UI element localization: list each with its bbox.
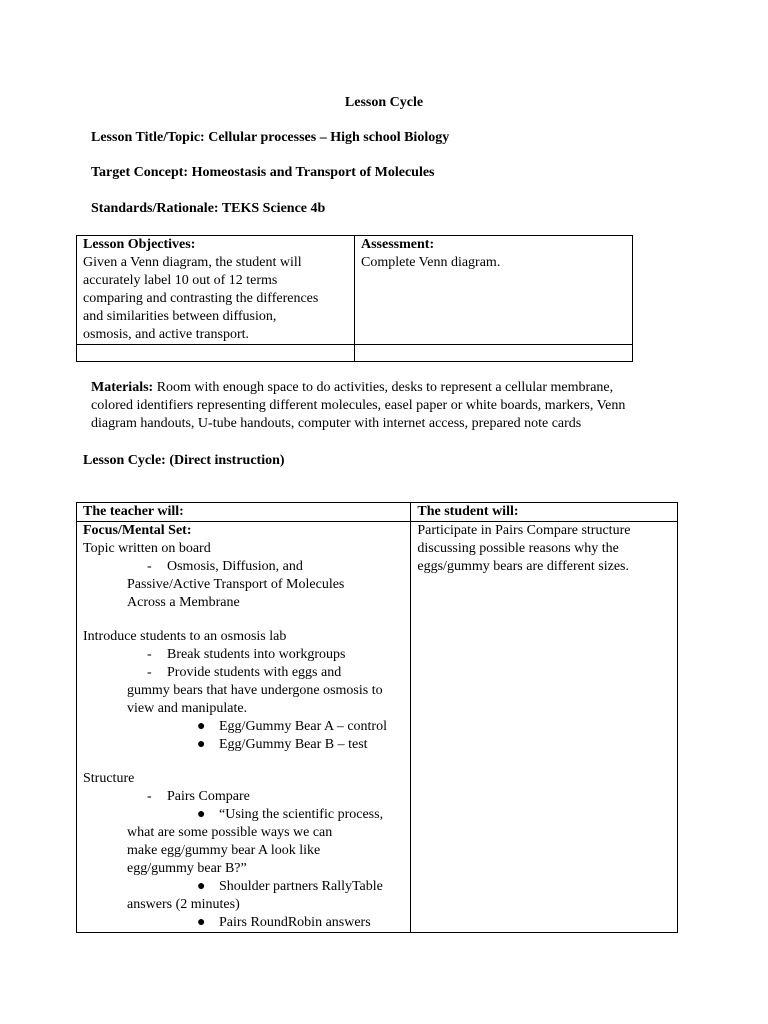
assessment-header: Assessment: (361, 237, 435, 252)
materials-line: Room with enough space to do activities, desks to represent a cellular membrane, (156, 380, 614, 395)
lesson-cycle-heading: Lesson Cycle: (Direct instruction) (83, 453, 285, 468)
document-title: Lesson Cycle (344, 95, 424, 110)
structure-bullet: Pairs RoundRobin answers (219, 915, 371, 930)
lesson-title-label: Lesson Title/Topic: (91, 130, 205, 145)
materials-label: Materials: (91, 380, 154, 395)
materials-paragraph (91, 379, 691, 433)
topic-item: Across a Membrane (127, 595, 240, 610)
standards-line (91, 200, 325, 218)
lesson-title-value: Cellular processes – High school Biology (208, 130, 450, 145)
objectives-line: and similarities between diffusion, (83, 309, 277, 324)
objectives-line: comparing and contrasting the differences (83, 291, 319, 306)
materials-line: colored identifiers representing different molecules, easel paper or white boards, markers, Venn (91, 398, 626, 413)
dash-marker: - (147, 789, 152, 804)
dash-marker: - (147, 559, 152, 574)
objectives-header: Lesson Objectives: (83, 237, 196, 252)
intro-bullet: Egg/Gummy Bear B – test (219, 737, 368, 752)
structure-item: Pairs Compare (167, 789, 250, 804)
assessment-cell (355, 236, 633, 345)
bullet-marker: ● (197, 915, 206, 930)
target-concept-line (91, 164, 435, 182)
topic-line: Topic written on board (83, 541, 211, 556)
intro-item: Provide students with eggs and (167, 665, 342, 680)
teacher-cell (77, 522, 411, 933)
intro-item: gummy bears that have undergone osmosis to (127, 683, 383, 698)
dash-marker: - (147, 665, 152, 680)
intro-item: Break students into workgroups (167, 647, 346, 662)
student-header: The student will: (411, 503, 678, 522)
target-concept-label: Target Concept: (91, 165, 189, 180)
standards-label: Standards/Rationale: (91, 201, 219, 216)
materials-line: diagram handouts, U-tube handouts, computer with internet access, prepared note cards (91, 416, 582, 431)
standards-value: TEKS Science 4b (221, 201, 326, 216)
dash-marker: - (147, 647, 152, 662)
structure-bullet: egg/gummy bear B?” (127, 861, 247, 876)
intro-line: Introduce students to an osmosis lab (83, 629, 287, 644)
teacher-header: The teacher will: (77, 503, 411, 522)
empty-cell (77, 345, 355, 362)
bullet-marker: ● (197, 879, 206, 894)
lesson-title-line (91, 129, 449, 147)
structure-bullet: Shoulder partners RallyTable (219, 879, 383, 894)
structure-label: Structure (83, 771, 135, 786)
student-line: discussing possible reasons why the (417, 541, 619, 556)
structure-bullet: what are some possible ways we can (127, 825, 333, 840)
student-line: eggs/gummy bears are different sizes. (417, 559, 630, 574)
target-concept-value: Homeostasis and Transport of Molecules (191, 165, 435, 180)
objectives-line: accurately label 10 out of 12 terms (83, 273, 278, 288)
focus-label: Focus/Mental Set: (83, 523, 192, 538)
objectives-line: Given a Venn diagram, the student will (83, 255, 302, 270)
topic-item: Passive/Active Transport of Molecules (127, 577, 345, 592)
objectives-line: osmosis, and active transport. (83, 327, 250, 342)
intro-bullet: Egg/Gummy Bear A – control (219, 719, 387, 734)
objectives-table (76, 235, 633, 362)
empty-cell (355, 345, 633, 362)
bullet-marker: ● (197, 807, 206, 822)
structure-bullet: answers (2 minutes) (127, 897, 240, 912)
structure-bullet: “Using the scientific process, (219, 807, 384, 822)
topic-item: Osmosis, Diffusion, and (167, 559, 303, 574)
student-cell (411, 522, 678, 933)
intro-item: view and manipulate. (127, 701, 248, 716)
bullet-marker: ● (197, 719, 206, 734)
assessment-text: Complete Venn diagram. (361, 255, 501, 270)
student-line: Participate in Pairs Compare structure (417, 523, 631, 538)
bullet-marker: ● (197, 737, 206, 752)
structure-bullet: make egg/gummy bear A look like (127, 843, 321, 858)
objectives-cell (77, 236, 355, 345)
lesson-cycle-table (76, 502, 678, 933)
